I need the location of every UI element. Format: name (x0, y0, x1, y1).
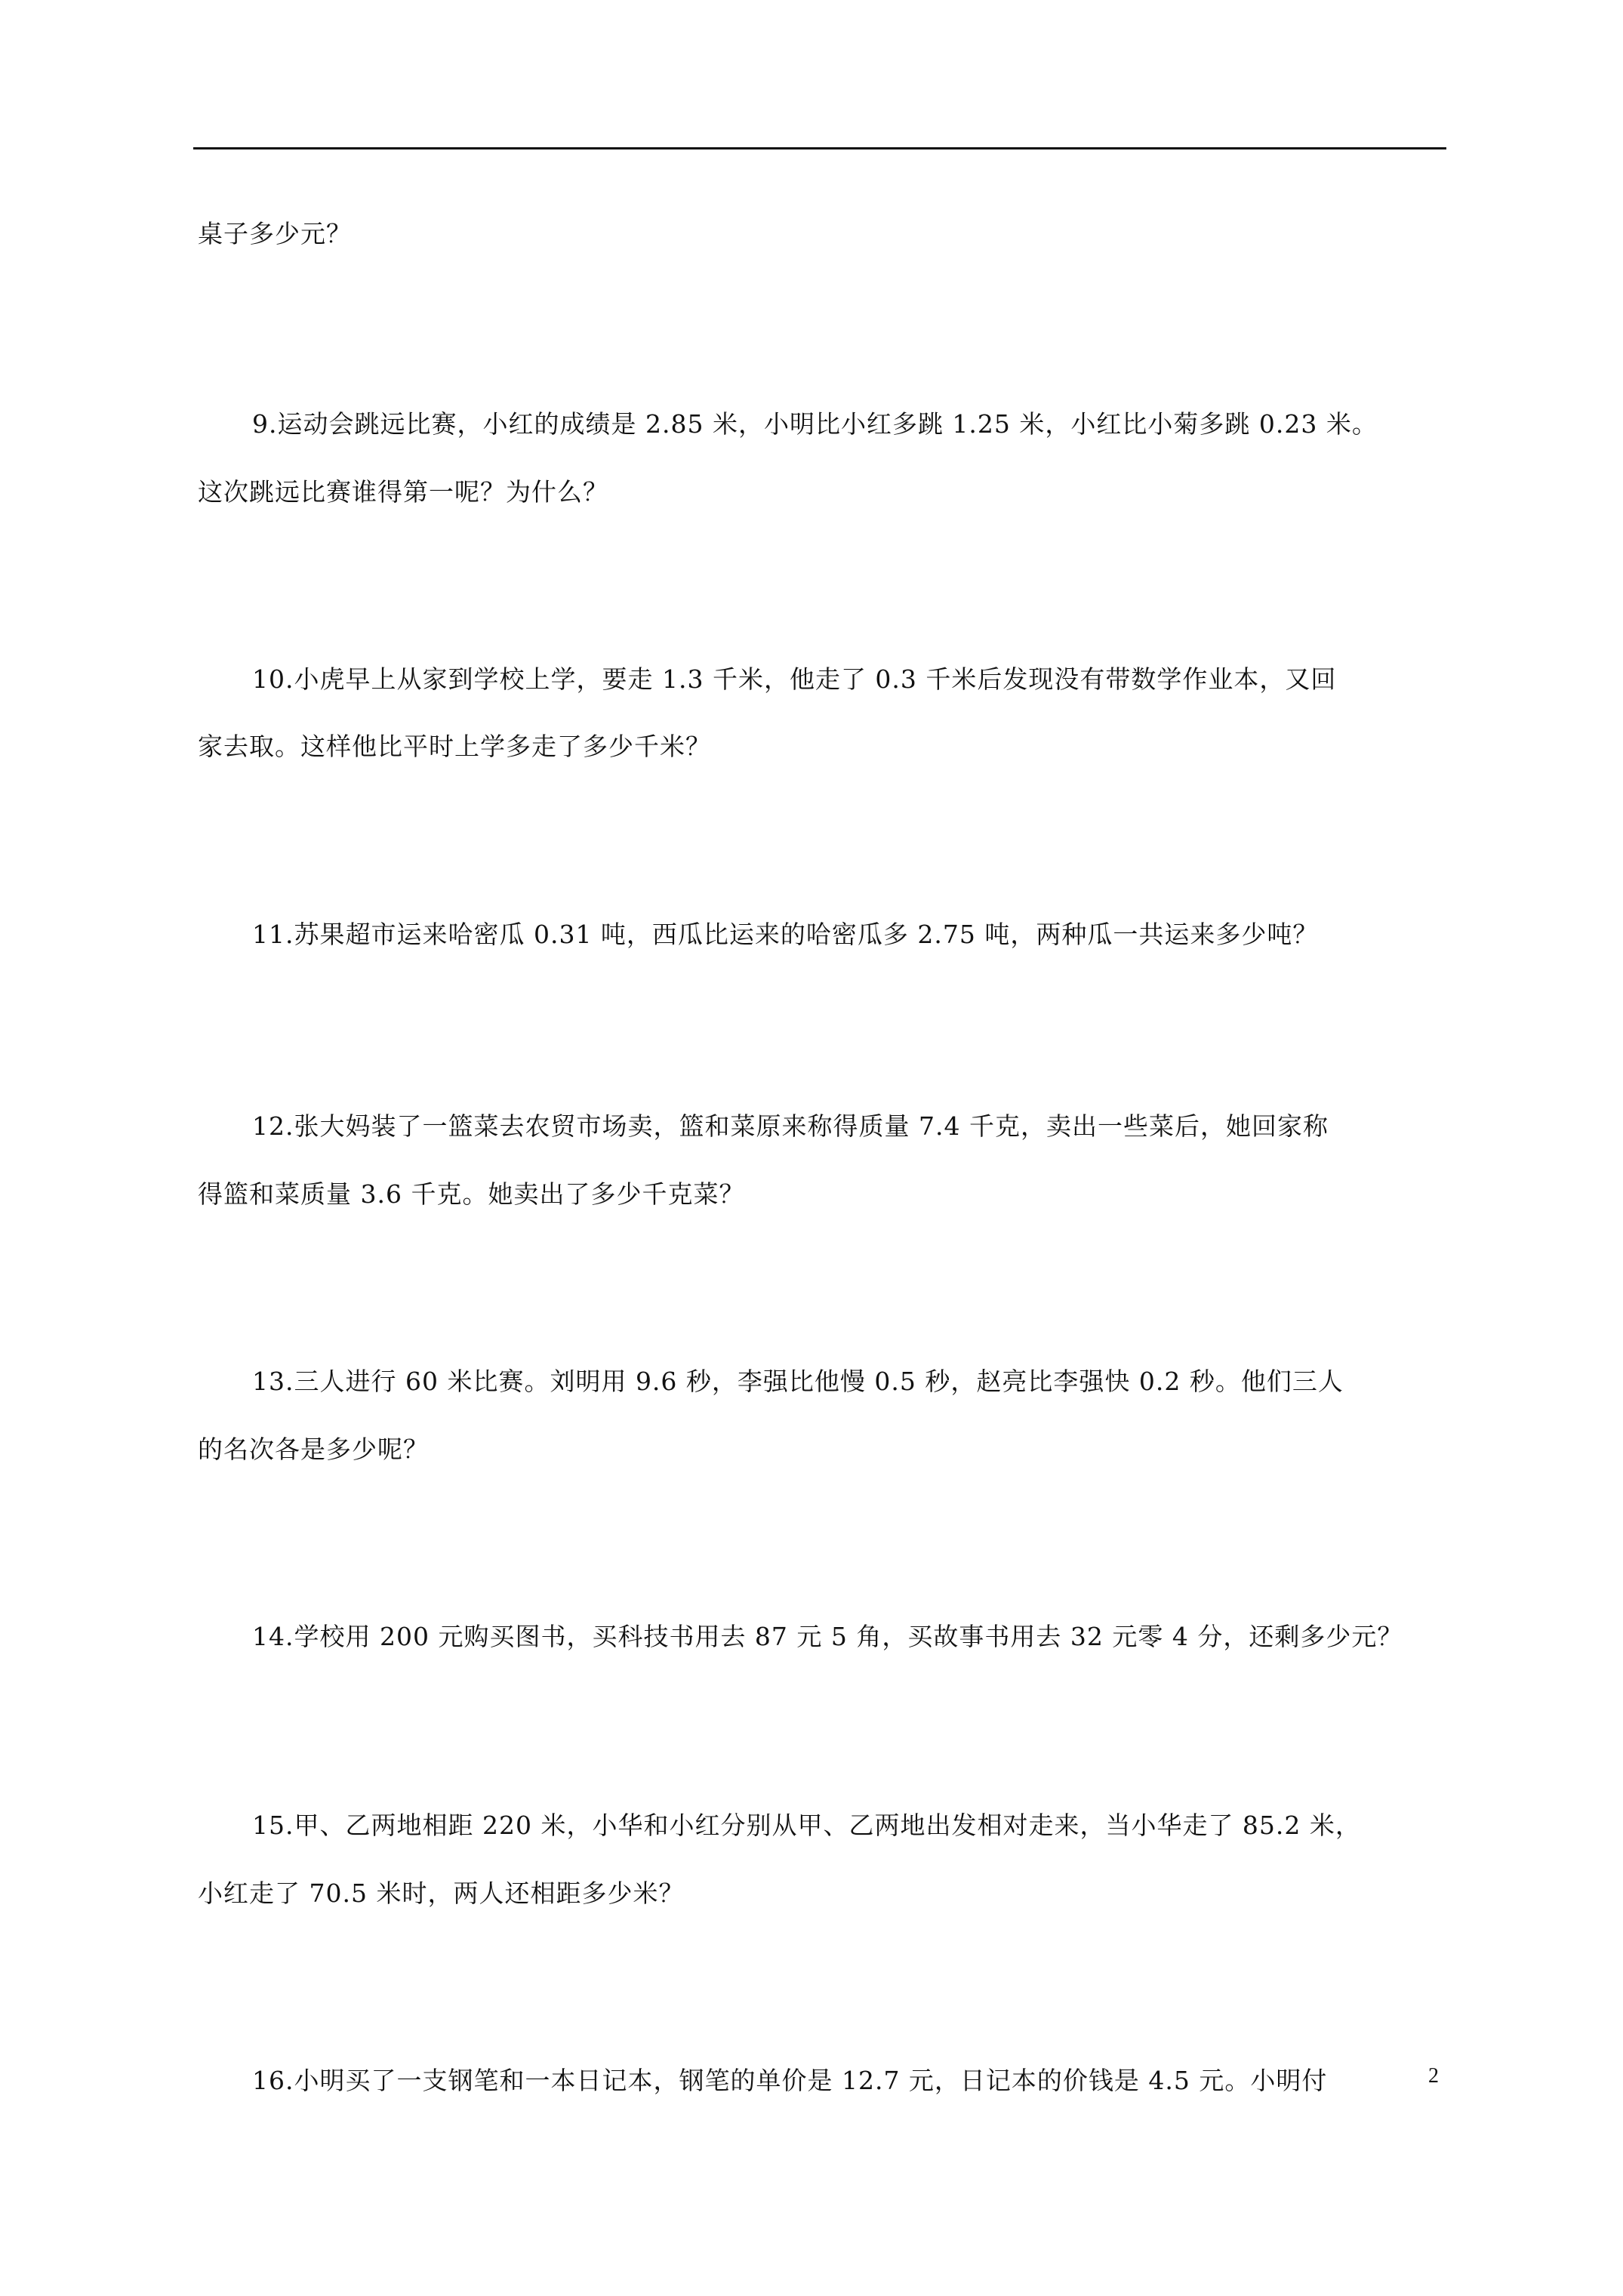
problem-8-continuation: 桌子多少元？ (198, 219, 352, 248)
header-rule (193, 147, 1446, 149)
problem-15-line-2: 小红走了 70.5 米时，两人还相距多少米？ (198, 1878, 685, 1908)
problem-9-line-1: 9.运动会跳远比赛，小红的成绩是 2.85 米，小明比小红多跳 1.25 米，小红比小菊多跳 0.23 米。 (252, 409, 1378, 439)
problem-15-line-1: 15.甲、乙两地相距 220 米，小华和小红分别从甲、乙两地出发相对走来，当小华走了 85.2 米， (252, 1811, 1361, 1840)
problem-16-line-1: 16.小明买了一支钢笔和一本日记本，钢笔的单价是 12.7 元，日记本的价钱是 4.5 元。小明付 (252, 2066, 1328, 2095)
page-number: 2 (1428, 2064, 1439, 2088)
problem-11-line-1: 11.苏果超市运来哈密瓜 0.31 吨，西瓜比运来的哈密瓜多 2.75 吨，两种瓜一共运来多少吨？ (252, 920, 1319, 949)
problem-10-line-2: 家去取。这样他比平时上学多走了多少千米？ (198, 732, 711, 761)
problem-12-line-2: 得篮和菜质量 3.6 千克。她卖出了多少千克菜？ (198, 1179, 745, 1209)
problem-10-line-1: 10.小虎早上从家到学校上学，要走 1.3 千米，他走了 0.3 千米后发现没有带数学作业本，又回 (252, 664, 1337, 694)
problem-12-line-1: 12.张大妈装了一篮菜去农贸市场卖，篮和菜原来称得质量 7.4 千克，卖出一些菜后，她回家称 (252, 1111, 1329, 1141)
problem-9-line-2: 这次跳远比赛谁得第一呢？为什么？ (198, 477, 608, 507)
problem-14-line-1: 14.学校用 200 元购买图书，买科技书用去 87 元 5 角，买故事书用去 32 元零 4 分，还剩多少元？ (252, 1622, 1403, 1651)
problem-13-line-1: 13.三人进行 60 米比赛。刘明用 9.6 秒，李强比他慢 0.5 秒，赵亮比李强快 0.2 秒。他们三人 (252, 1367, 1344, 1396)
problem-13-line-2: 的名次各是多少呢？ (198, 1435, 429, 1464)
